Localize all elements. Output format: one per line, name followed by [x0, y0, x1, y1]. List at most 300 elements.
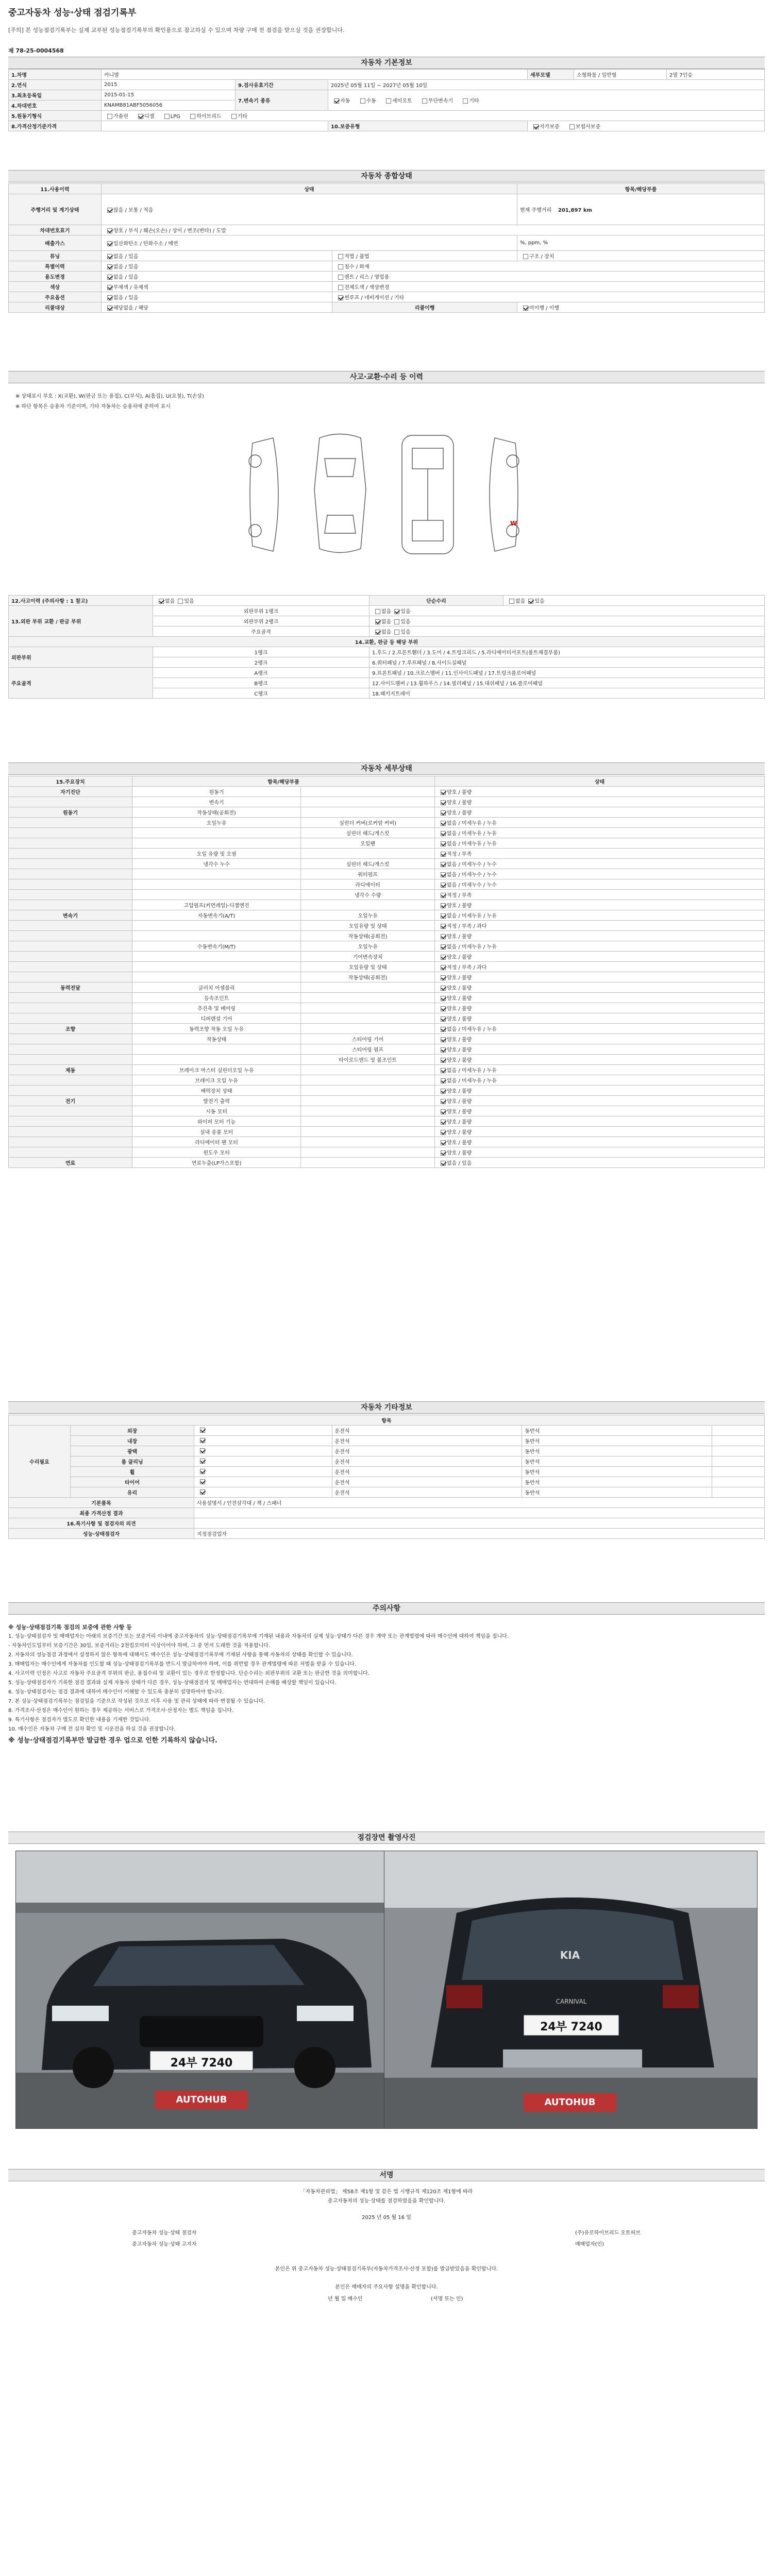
overall-table: [8, 183, 765, 313]
rank2-label: 2랭크: [153, 657, 369, 668]
caution-line: 1. 성능·상태점검자 및 매매업자는 아래의 보증기간 또는 보증거리 이내에 중고자동차의 성능·상태점검기록부에 기재된 내용과 자동차의 실제 성능·상태가 다른 경우 계약 또는 관계법령에 따라 매수인에 대하여 책임을 집니다.: [8, 1634, 509, 1639]
gear-auto-checkbox[interactable]: [334, 98, 339, 104]
detail-state: [435, 1158, 765, 1168]
vin-options: 양호 / 부식 / 훼손(오손) / 상이 / 변조(변타) / 도말: [113, 228, 226, 234]
detail-item: 브레이크 마스터 실린더오일 누유: [132, 1065, 301, 1075]
frame-none-checkbox[interactable]: [375, 630, 380, 635]
detail-state-checkbox[interactable]: [441, 810, 446, 816]
detail-state-options: 양호 / 불량: [447, 790, 472, 795]
detail-state: [435, 1024, 765, 1034]
detail-state-checkbox[interactable]: [441, 1089, 446, 1094]
color-repaint-options: 전체도색 / 색상변경: [344, 285, 390, 291]
detail-part: [301, 849, 435, 859]
outer2-yes-checkbox[interactable]: [394, 619, 399, 624]
detail-state: [435, 869, 765, 879]
detail-item: 윈도우 모터: [132, 1147, 301, 1158]
detail-device: [9, 1116, 132, 1127]
detail-row: [9, 818, 765, 828]
detail-state-options: 양호 / 불량: [447, 903, 472, 909]
label-engine: 5.원동기형식: [9, 111, 102, 121]
other-item-checkbox[interactable]: [200, 1428, 205, 1433]
detail-device: [9, 900, 132, 910]
detail-state-checkbox[interactable]: [441, 862, 446, 867]
value-first-reg: 2015-01-15: [102, 90, 236, 100]
detail-state: [435, 787, 765, 797]
detail-state: [435, 1013, 765, 1024]
other-row: [9, 1436, 765, 1446]
vin-good-checkbox[interactable]: [107, 228, 112, 233]
detail-state: [435, 849, 765, 859]
detail-state: [435, 859, 765, 869]
outer2-none-checkbox[interactable]: [375, 619, 380, 624]
detail-head-1: 15.주요장치: [9, 776, 132, 787]
detail-state-options: 양호 / 불량: [447, 1037, 472, 1043]
detail-item: 작동상태(공회전): [132, 807, 301, 818]
detail-part: [301, 1065, 435, 1075]
special-flood-checkbox[interactable]: [338, 264, 343, 269]
detail-state-options: 양호 / 불량: [447, 810, 472, 816]
detail-device: [9, 869, 132, 879]
other-row: [9, 1487, 765, 1498]
detail-item: 자동변속기(A/T): [132, 910, 301, 921]
options-yes-checkbox[interactable]: [107, 295, 112, 300]
detail-state-checkbox[interactable]: [441, 1016, 446, 1022]
mileage-options: 많음 / 보통 / 적음: [113, 208, 154, 213]
detail-state-options: 양호 / 불량: [447, 1140, 472, 1146]
detail-item: [132, 921, 301, 931]
other-item-checkbox[interactable]: [200, 1489, 205, 1495]
emission-smoke-checkbox[interactable]: [107, 241, 112, 246]
detail-state-checkbox[interactable]: [441, 1120, 446, 1125]
detail-state-options: 적정 / 부족 / 과다: [447, 965, 487, 971]
caution-line: - 자동차인도일부터 보증기간은 30일, 보증거리는 2천킬로미터 이상이어야 하며, 그 중 먼저 도래한 것을 적용합니다.: [8, 1643, 271, 1649]
other-item-state: [194, 1426, 332, 1436]
emission-options: 일산화탄소 / 탄화수소 / 매연: [113, 241, 178, 247]
sign-notifier-value: 매매업자(인): [575, 2242, 604, 2247]
detail-part: [301, 797, 435, 807]
simple-repair-label: 단순수리: [369, 596, 503, 606]
detail-device: [9, 1075, 132, 1086]
other-col-passenger: 동반석: [522, 1467, 712, 1477]
detail-state-checkbox[interactable]: [441, 996, 446, 1001]
caution-line: 6. 성능·상태점검자는 점검 결과에 대하여 매수인이 이해할 수 있도록 충분히 설명하여야 합니다.: [8, 1689, 224, 1695]
rear-model-emblem: CARNIVAL: [556, 1998, 587, 2005]
other-extra: [712, 1477, 765, 1487]
detail-state-checkbox[interactable]: [441, 1109, 446, 1114]
gear-manual-checkbox[interactable]: [360, 98, 365, 104]
outer1-label: 외판부위 1랭크: [153, 606, 369, 616]
detail-state-checkbox[interactable]: [441, 944, 446, 950]
other-col-driver: 운전석: [332, 1477, 522, 1487]
detail-part: [301, 787, 435, 797]
detail-row: [9, 900, 765, 910]
detail-head-3: 상태: [435, 776, 765, 787]
overall-head-3: 항목/해당부품: [517, 184, 765, 194]
rank1-parts: 1.후드 / 2.프론트휀더 / 3.도어 / 4.트렁크리드 / 5.라디에이터서포트(볼트체결부품): [369, 647, 765, 657]
detail-item: 실내 송풍 모터: [132, 1127, 301, 1137]
detail-state-options: 없음 / 미세누유 / 누유: [447, 1027, 497, 1032]
other-row: [9, 1467, 765, 1477]
detail-state-options: 양호 / 불량: [447, 1058, 472, 1063]
caution-line: 8. 가격조사·산정은 매수인이 원하는 경우 제공하는 서비스로 가격조사·산정자는 별도 책임을 집니다.: [8, 1708, 234, 1714]
label-year: 2.연식: [9, 80, 102, 90]
tuning-legal-options: 적법 / 불법: [344, 254, 369, 260]
detail-row: [9, 859, 765, 869]
detail-row: [9, 807, 765, 818]
outer1-none-label: 없음: [381, 609, 392, 615]
detail-row: [9, 931, 765, 941]
detail-item: 원동기: [132, 787, 301, 797]
detail-part: [301, 1137, 435, 1147]
detail-part: [301, 1147, 435, 1158]
tuning-legal-checkbox[interactable]: [338, 254, 343, 259]
detail-state-checkbox[interactable]: [441, 1027, 446, 1032]
recall-done-checkbox[interactable]: [523, 306, 528, 311]
detail-row: [9, 1086, 765, 1096]
overall-tuning-label: 튜닝: [9, 251, 102, 261]
other-extra-label: 성능·상태점검자: [9, 1529, 194, 1539]
other-item-checkbox[interactable]: [200, 1479, 205, 1484]
detail-row: [9, 1106, 765, 1116]
other-item-state: [194, 1487, 332, 1498]
sign-line-4: 본인은 매매자의 주요사항 설명을 확인합니다.: [335, 2284, 438, 2290]
other-col-passenger: 동반석: [522, 1426, 712, 1436]
detail-state: [435, 910, 765, 921]
detail-row: [9, 1034, 765, 1044]
simple-yes-checkbox[interactable]: [528, 599, 533, 604]
fuel-options: 가솔린 디젤 LPG 하이브리드 기타: [102, 111, 765, 121]
detail-state-options: 양호 / 불량: [447, 1150, 472, 1156]
detail-row: [9, 797, 765, 807]
detail-device: [9, 1137, 132, 1147]
other-item-checkbox[interactable]: [200, 1448, 205, 1453]
detail-state-checkbox[interactable]: [441, 1099, 446, 1104]
tuning-struct-checkbox[interactable]: [523, 254, 528, 259]
rankA-label: A랭크: [153, 668, 369, 678]
detail-state: [435, 1127, 765, 1137]
section-caution: 주의사항: [8, 1602, 765, 1615]
detail-part: 실린더 헤드/개스킷: [301, 859, 435, 869]
accident-yes-label: 있음: [184, 599, 194, 604]
underbody-front-frame: [412, 448, 443, 469]
detail-state-checkbox[interactable]: [441, 893, 446, 898]
detail-state-options: 없음 / 미세누수 / 누수: [447, 883, 497, 888]
detail-state-checkbox[interactable]: [441, 913, 446, 919]
detail-part: 스티어링 펌프: [301, 1044, 435, 1055]
other-item-state: [194, 1467, 332, 1477]
value-sub-model-2: 2열 7인승: [667, 70, 765, 80]
other-item-checkbox[interactable]: [200, 1438, 205, 1443]
other-row: [9, 1426, 765, 1436]
sign-receiver-sign[interactable]: (서명 또는 인): [431, 2296, 463, 2302]
detail-item: 디퍼렌셜 기어: [132, 1013, 301, 1024]
caution-heading: ※ 성능·상태점검기록 점검의 보증에 관한 사항 등: [8, 1624, 132, 1631]
value-base-price: [102, 121, 328, 131]
mileage-many-checkbox[interactable]: [107, 208, 112, 213]
caution-line: 7. 본 성능·상태점검기록부는 점검일을 기준으로 작성된 것으로 이후 사용 및 관리 상태에 따라 변경될 수 있습니다.: [8, 1699, 265, 1704]
simple-none-label: 없음: [515, 599, 526, 604]
detail-device: [9, 972, 132, 982]
detail-part: 냉각수 수량: [301, 890, 435, 900]
label-sub-model: 세부모델: [528, 70, 574, 80]
outer1-yes-checkbox[interactable]: [394, 609, 399, 614]
detail-row: [9, 1116, 765, 1127]
detail-state-options: 없음 / 미세누유 / 누유: [447, 821, 497, 826]
color-repaint-checkbox[interactable]: [338, 285, 343, 290]
overall-head-2: 상태: [102, 184, 517, 194]
detail-state: [435, 828, 765, 838]
rear-floor-logo: AUTOHUB: [544, 2097, 596, 2108]
detail-row: [9, 787, 765, 797]
detail-part: [301, 807, 435, 818]
detail-state-options: 양호 / 불량: [447, 1109, 472, 1115]
detail-part: [301, 993, 435, 1003]
other-col-driver: 운전석: [332, 1436, 522, 1446]
detail-state-checkbox[interactable]: [441, 1161, 446, 1166]
detail-state: [435, 941, 765, 952]
detail-state-checkbox[interactable]: [441, 924, 446, 929]
detail-state-options: 없음 / 있음: [447, 1161, 472, 1166]
outer1-none-checkbox[interactable]: [375, 609, 380, 614]
photo-front-image: [16, 1851, 389, 2129]
detail-state-checkbox[interactable]: [441, 934, 446, 939]
fuel-diesel-checkbox[interactable]: [138, 114, 143, 119]
detail-state: [435, 900, 765, 910]
detail-state-checkbox[interactable]: [441, 955, 446, 960]
warranty-self-checkbox[interactable]: [533, 124, 539, 129]
detail-state-checkbox[interactable]: [441, 1078, 446, 1083]
detail-state: [435, 1096, 765, 1106]
detail-state-checkbox[interactable]: [441, 975, 446, 980]
rank1-label: 1랭크: [153, 647, 369, 657]
detail-state: [435, 982, 765, 993]
detail-state-options: 없음 / 미세누유 / 누유: [447, 1068, 497, 1074]
special-none-checkbox[interactable]: [107, 264, 112, 269]
detail-device: [9, 993, 132, 1003]
fuel-hybrid-checkbox[interactable]: [190, 114, 195, 119]
detail-state-checkbox[interactable]: [441, 872, 446, 877]
accident-none-checkbox[interactable]: [159, 599, 164, 604]
detail-state-checkbox[interactable]: [441, 1130, 446, 1135]
special-options: 없음 / 있음: [113, 264, 139, 270]
detail-part: [301, 1116, 435, 1127]
rankA-parts: 9.프론트패널 / 10.크로스멤버 / 11.인사이드패널 / 17.트렁크플로어패널: [369, 668, 765, 678]
overall-usage-label: 용도변경: [9, 272, 102, 282]
gear-cvt-checkbox[interactable]: [422, 98, 427, 104]
fuel-lpg-checkbox[interactable]: [164, 114, 170, 119]
detail-device: [9, 1013, 132, 1024]
detail-row: [9, 962, 765, 972]
detail-item: 수동변속기(M/T): [132, 941, 301, 952]
doc-notice: [주의] 본 성능점검기록부는 실제 교부된 성능점검기록부의 확인용으로 참고하실 수 있으며 차량 구매 전 점검을 받으실 것을 권장합니다.: [8, 27, 345, 33]
other-col-passenger: 동반석: [522, 1477, 712, 1487]
section-sign: 서명: [8, 2169, 765, 2181]
detail-state-checkbox[interactable]: [441, 841, 446, 846]
detail-item: 발전기 출력: [132, 1096, 301, 1106]
detail-row: [9, 972, 765, 982]
detail-row: [9, 952, 765, 962]
recall-applicable-checkbox[interactable]: [107, 306, 112, 311]
detail-state: [435, 879, 765, 890]
caution-line: 10. 매수인은 자동차 구매 전 실차 확인 및 시운전을 하실 것을 권장합니다.: [8, 1726, 176, 1732]
overall-vin-label: 차대번호표기: [9, 225, 102, 235]
detail-part: 오일유량 및 상태: [301, 921, 435, 931]
detail-device: 동력전달: [9, 982, 132, 993]
detail-head-2: 항목/해당부품: [132, 776, 435, 787]
detail-state-checkbox[interactable]: [441, 1068, 446, 1073]
detail-state-checkbox[interactable]: [441, 1058, 446, 1063]
detail-state-options: 적정 / 부족: [447, 893, 472, 899]
detail-state-checkbox[interactable]: [441, 790, 446, 795]
other-col-passenger: 동반석: [522, 1446, 712, 1456]
detail-part: 오일팬: [301, 838, 435, 849]
outer2-label: 외판부위 2랭크: [153, 616, 369, 626]
special-flood-options: 침수 / 화재: [344, 264, 369, 270]
detail-row: [9, 1044, 765, 1055]
other-col-driver: 운전석: [332, 1426, 522, 1436]
fuel-gasoline-checkbox[interactable]: [107, 114, 112, 119]
detail-part: 실린더 커버(로커암 커버): [301, 818, 435, 828]
warranty-options: 자가보증 보험사보증: [528, 121, 765, 131]
gear-semi-checkbox[interactable]: [386, 98, 391, 104]
detail-state: [435, 1116, 765, 1127]
usage-rent-checkbox[interactable]: [338, 275, 343, 280]
detail-state-checkbox[interactable]: [441, 965, 446, 970]
detail-row: [9, 849, 765, 859]
detail-item: 고압펌프(커먼레일)-디젤엔진: [132, 900, 301, 910]
detail-state-checkbox[interactable]: [441, 831, 446, 836]
photo-rear: [384, 1851, 758, 2129]
detail-state: [435, 993, 765, 1003]
other-table: [8, 1415, 765, 1539]
detail-state-checkbox[interactable]: [441, 1140, 446, 1145]
detail-state-options: 없음 / 미세누유 / 누유: [447, 913, 497, 919]
detail-state-options: 양호 / 불량: [447, 1099, 472, 1105]
usage-none-checkbox[interactable]: [107, 275, 112, 280]
rank2-parts: 6.쿼터패널 / 7.루프패널 / 8.사이드실패널: [369, 657, 765, 668]
options-sunroof-checkbox[interactable]: [338, 295, 343, 300]
rankB-parts: 12.사이드멤버 / 13.휠하우스 / 14.필러패널 / 15.대쉬패널 / 16.플로어패널: [369, 678, 765, 688]
detail-item: [132, 890, 301, 900]
detail-state-checkbox[interactable]: [441, 852, 446, 857]
detail-state: [435, 972, 765, 982]
detail-row: [9, 1158, 765, 1168]
other-col-driver: 운전석: [332, 1467, 522, 1477]
detail-item: [132, 931, 301, 941]
detail-device: [9, 1044, 132, 1055]
detail-state: [435, 797, 765, 807]
detail-device: 원동기: [9, 807, 132, 818]
detail-state: [435, 838, 765, 849]
detail-state-checkbox[interactable]: [441, 821, 446, 826]
rear-plate: 24부 7240: [540, 2021, 602, 2033]
detail-state-options: 양호 / 불량: [447, 1130, 472, 1136]
detail-state-checkbox[interactable]: [441, 883, 446, 888]
detail-device: [9, 1106, 132, 1116]
detail-row: [9, 941, 765, 952]
detail-part: [301, 1127, 435, 1137]
simple-none-checkbox[interactable]: [509, 599, 514, 604]
detail-item: 연료누출(LP가스포함): [132, 1158, 301, 1168]
detail-device: 자기진단: [9, 787, 132, 797]
detail-state-checkbox[interactable]: [441, 903, 446, 908]
detail-row: [9, 869, 765, 879]
color-achromatic-checkbox[interactable]: [107, 285, 112, 290]
detail-state-options: 양호 / 불량: [447, 955, 472, 960]
other-extra: [712, 1426, 765, 1436]
usage-options: 없음 / 있음: [113, 275, 139, 280]
legend-row: 14.교환, 판금 등 해당 부위: [9, 637, 765, 647]
car-top-rear-window: [325, 515, 356, 533]
other-item-label: 광택: [71, 1446, 194, 1456]
detail-item: [132, 879, 301, 890]
detail-state-checkbox[interactable]: [441, 1150, 446, 1156]
detail-part: 워터펌프: [301, 869, 435, 879]
detail-row: [9, 1075, 765, 1086]
other-extra-value: 사용설명서 / 안전삼각대 / 잭 / 스패너: [194, 1498, 765, 1508]
damage-table: [8, 595, 765, 699]
detail-item: [132, 1055, 301, 1065]
other-extra-label: 16.특기사항 및 점검자의 의견: [9, 1518, 194, 1529]
other-item-checkbox[interactable]: [200, 1469, 205, 1474]
detail-part: [301, 1106, 435, 1116]
detail-state-checkbox[interactable]: [441, 1037, 446, 1042]
detail-part: 작동상태(공회전): [301, 931, 435, 941]
detail-device: [9, 952, 132, 962]
detail-state: [435, 921, 765, 931]
caution-line: 2. 자동차의 성능점검 과정에서 설정하지 않은 항목에 대해서도 매수인은 성능·상태점검기록부에 기재된 사항을 통해 자동차의 상태를 확인할 수 있습니다.: [8, 1652, 353, 1658]
other-item-checkbox[interactable]: [200, 1459, 205, 1464]
wheel-left-rear: [249, 524, 261, 537]
detail-state-options: 없음 / 미세누유 / 누유: [447, 831, 497, 837]
detail-state-checkbox[interactable]: [441, 1006, 446, 1011]
exchange-label: 13.외판 부위 교환 / 판금 부위: [9, 606, 153, 637]
detail-state-options: 없음 / 미세누유 / 누유: [447, 944, 497, 950]
detail-state-options: 양호 / 불량: [447, 1120, 472, 1125]
other-group-label: 수리필요: [9, 1426, 71, 1498]
tuning-none-checkbox[interactable]: [107, 254, 112, 259]
accident-yes-checkbox[interactable]: [178, 599, 183, 604]
detail-state-checkbox[interactable]: [441, 986, 446, 991]
detail-row: [9, 1137, 765, 1147]
other-extra: [712, 1487, 765, 1498]
frame-label: 주요골격: [153, 626, 369, 637]
detail-device: [9, 849, 132, 859]
detail-item: 오일누유: [132, 818, 301, 828]
detail-state: [435, 890, 765, 900]
detail-item: 시동 모터: [132, 1106, 301, 1116]
other-extra-row: [9, 1529, 765, 1539]
detail-part: 오일누유: [301, 910, 435, 921]
detail-state-options: 양호 / 불량: [447, 996, 472, 1002]
other-item-state: [194, 1436, 332, 1446]
detail-state-checkbox[interactable]: [441, 1047, 446, 1053]
detail-device: [9, 921, 132, 931]
detail-state: [435, 952, 765, 962]
detail-state-checkbox[interactable]: [441, 800, 446, 805]
fuel-other-checkbox[interactable]: [231, 114, 237, 119]
frame-yes-checkbox[interactable]: [394, 630, 399, 635]
gear-other-checkbox[interactable]: [463, 98, 468, 104]
detail-device: [9, 1127, 132, 1137]
detail-state-options: 양호 / 불량: [447, 1016, 472, 1022]
detail-device: 변속기: [9, 910, 132, 921]
warranty-insurer-checkbox[interactable]: [569, 124, 575, 129]
section-detail: 자동차 세부상태: [8, 762, 765, 775]
detail-device: 연료: [9, 1158, 132, 1168]
detail-state: [435, 1003, 765, 1013]
label-first-reg: 3.최초등록일: [9, 90, 102, 100]
